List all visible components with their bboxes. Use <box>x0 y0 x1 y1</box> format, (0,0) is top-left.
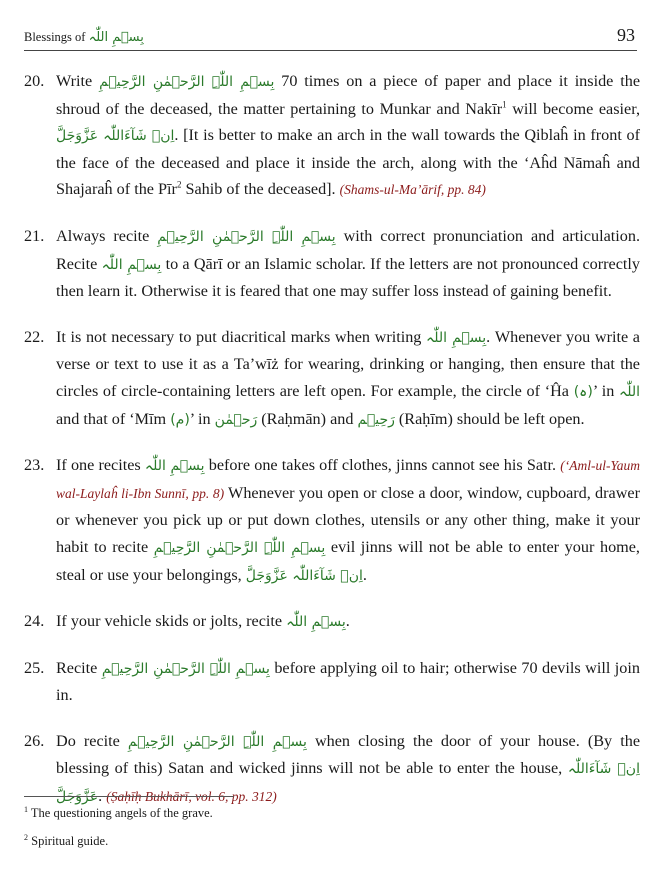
text-run: Write <box>56 72 100 90</box>
item-number: 20. <box>24 72 45 90</box>
item-text <box>56 223 640 305</box>
list-item-21 <box>24 223 640 305</box>
footnote-ref: 2 <box>176 179 182 190</box>
item-number: 24. <box>24 612 45 631</box>
footnote-2 <box>24 834 108 849</box>
arabic-bismillah-short: بِسۡمِ اللّٰہ <box>286 614 346 631</box>
item-text <box>56 324 640 433</box>
citation: (Shams-ul-Ma’ārif, pp. 84) <box>339 182 486 198</box>
footnote-mark: 2 <box>24 832 28 842</box>
text-run: Do recite <box>56 731 128 750</box>
arabic-bismillah: بِسۡمِ اللّٰہِ الرَّحۡمٰنِ الرَّحِیۡمِ <box>99 74 275 90</box>
arabic-bismillah: بِسۡمِ اللّٰہِ الرَّحۡمٰنِ الرَّحِیۡمِ <box>157 228 336 245</box>
text-run: . [It is better to make an arch in the wall towards the Qiblaĥ in front of the face of the deceased and place it inside the arch, along with the ‘Aĥd Nāmaĥ and Shajaraĥ of the Pīr <box>56 126 640 199</box>
text-run: will become easier, <box>506 99 640 118</box>
arabic-bismillah-short: بِسۡمِ اللّٰہ <box>144 458 205 475</box>
arabic-bismillah-short: بِسۡمِ اللّٰہ <box>426 329 487 346</box>
item-number: 25. <box>24 658 45 677</box>
text-run: Always recite <box>56 226 158 245</box>
text-run: with correct pronunciation and articulation. Recite <box>56 226 640 273</box>
text-run: Whenever you open or close a door, window, cupboard, drawer or whenever you pick up or put down clothes, utensils or any other thing, make it your habit to recite <box>56 483 640 556</box>
text-run: before one takes off clothes, jinns cannot see his Satr. <box>204 456 561 475</box>
item-number: 22. <box>24 327 45 346</box>
numbered-list <box>24 68 640 830</box>
text-run: . <box>362 565 367 584</box>
arabic-insha-allah: اِنۡ شَآءَاللّٰہ عَزَّوَجَلَّ <box>245 567 363 584</box>
item-number: 23. <box>24 456 45 475</box>
item-number: 21. <box>24 226 45 245</box>
footnote-1 <box>24 806 213 821</box>
text-run: Sahib of the deceased]. <box>181 180 340 199</box>
item-number: 26. <box>24 731 45 750</box>
arabic-bismillah: بِسۡمِ اللّٰہِ الرَّحۡمٰنِ الرَّحِیۡمِ <box>101 660 270 677</box>
text-run: ’ in <box>592 381 620 400</box>
text-run: Recite <box>56 658 102 677</box>
list-item-26 <box>24 728 640 811</box>
text-run: . <box>345 612 350 631</box>
text-run: evil jinns will not be able to enter your home, steal or use your belongings, <box>56 537 640 584</box>
running-title-text: Blessings of <box>24 30 86 44</box>
footnote-ref: 1 <box>502 99 507 110</box>
arabic-rahman: رَحۡمٰن <box>214 411 258 428</box>
text-run: and that of ‘Mīm <box>56 409 171 428</box>
footnote-text: Spiritual guide. <box>31 834 109 848</box>
text-run: If one recites <box>56 456 145 475</box>
text-run: . Whenever you write a verse or text to use it as a Ta’wīż for wearing, drinking or hanging, then ensure that the circles of circle-containing letters are left open. For example, the circle of ‘Ĥa <box>56 327 640 400</box>
arabic-bismillah: بِسۡمِ اللّٰہِ الرَّحۡمٰنِ الرَّحِیۡمِ <box>127 733 307 750</box>
arabic-bismillah: بِسۡمِ اللّٰہِ الرَّحۡمٰنِ الرَّحِیۡمِ <box>153 539 326 556</box>
item-text <box>56 655 640 709</box>
running-title-arabic: بِسۡمِ اللّٰہ <box>88 30 144 45</box>
item-text <box>56 452 640 589</box>
text-run: If your vehicle skids or jolts, recite <box>56 612 287 631</box>
arabic-rahim: رَحِیۡم <box>357 411 395 428</box>
arabic-insha-allah: اِنۡ شَآءَاللّٰہ عَزَّوَجَلَّ <box>56 761 640 806</box>
running-title <box>24 30 144 45</box>
arabic-bismillah-short: بِسۡمِ اللّٰہ <box>101 256 162 273</box>
text-run: (Raḥīm) should be left open. <box>394 409 585 428</box>
citation: (‘Aml-ul-Yaum wal-Laylaĥ li-Ibn Sunnī, pp. 8) <box>56 458 640 501</box>
text-run: to a Qārī or an Islamic scholar. If the letters are not pronounced correctly then learn it. Otherwise it is feared that one may suffer loss instead of gaining benefit. <box>56 254 640 301</box>
list-item-22 <box>24 324 640 433</box>
item-text <box>56 608 640 636</box>
footnote-mark: 1 <box>24 804 28 814</box>
page-header <box>24 22 637 51</box>
list-item-24 <box>24 608 640 636</box>
text-run: 70 times on a piece of paper and place it inside the shroud of the deceased, the matter pertaining to Munkar and Nakīr <box>56 72 641 118</box>
page-number: 93 <box>617 25 635 45</box>
text-run: when closing the door of your house. (By the blessing of this) Satan and wicked jinns will not be able to enter the house, <box>56 731 641 778</box>
list-item-23 <box>24 452 640 589</box>
list-item-25 <box>24 655 640 709</box>
text-run: It is not necessary to put diacritical marks when writing <box>56 327 427 346</box>
arabic-allah: اللّٰہ <box>619 383 641 400</box>
footnote-text: The questioning angels of the grave. <box>30 806 213 820</box>
list-item-20 <box>24 68 640 204</box>
text-run: . <box>98 787 107 806</box>
citation: (Ṣaḥīḥ Bukhārī, vol. 6, pp. 312) <box>106 789 277 805</box>
text-run: (Raḥmān) and <box>257 409 358 428</box>
item-text <box>56 68 640 204</box>
arabic-insha-allah: اِنۡ شَآءَاللّٰہ عَزَّوَجَلَّ <box>56 128 175 145</box>
item-text <box>56 728 640 811</box>
text-run: before applying oil to hair; otherwise 70 devils will join in. <box>56 658 640 705</box>
arabic-letter-ha: (ہ) <box>573 383 593 400</box>
text-run: ’ in <box>189 409 215 428</box>
footnote-divider <box>24 796 234 797</box>
arabic-letter-mim: (م) <box>170 411 190 428</box>
